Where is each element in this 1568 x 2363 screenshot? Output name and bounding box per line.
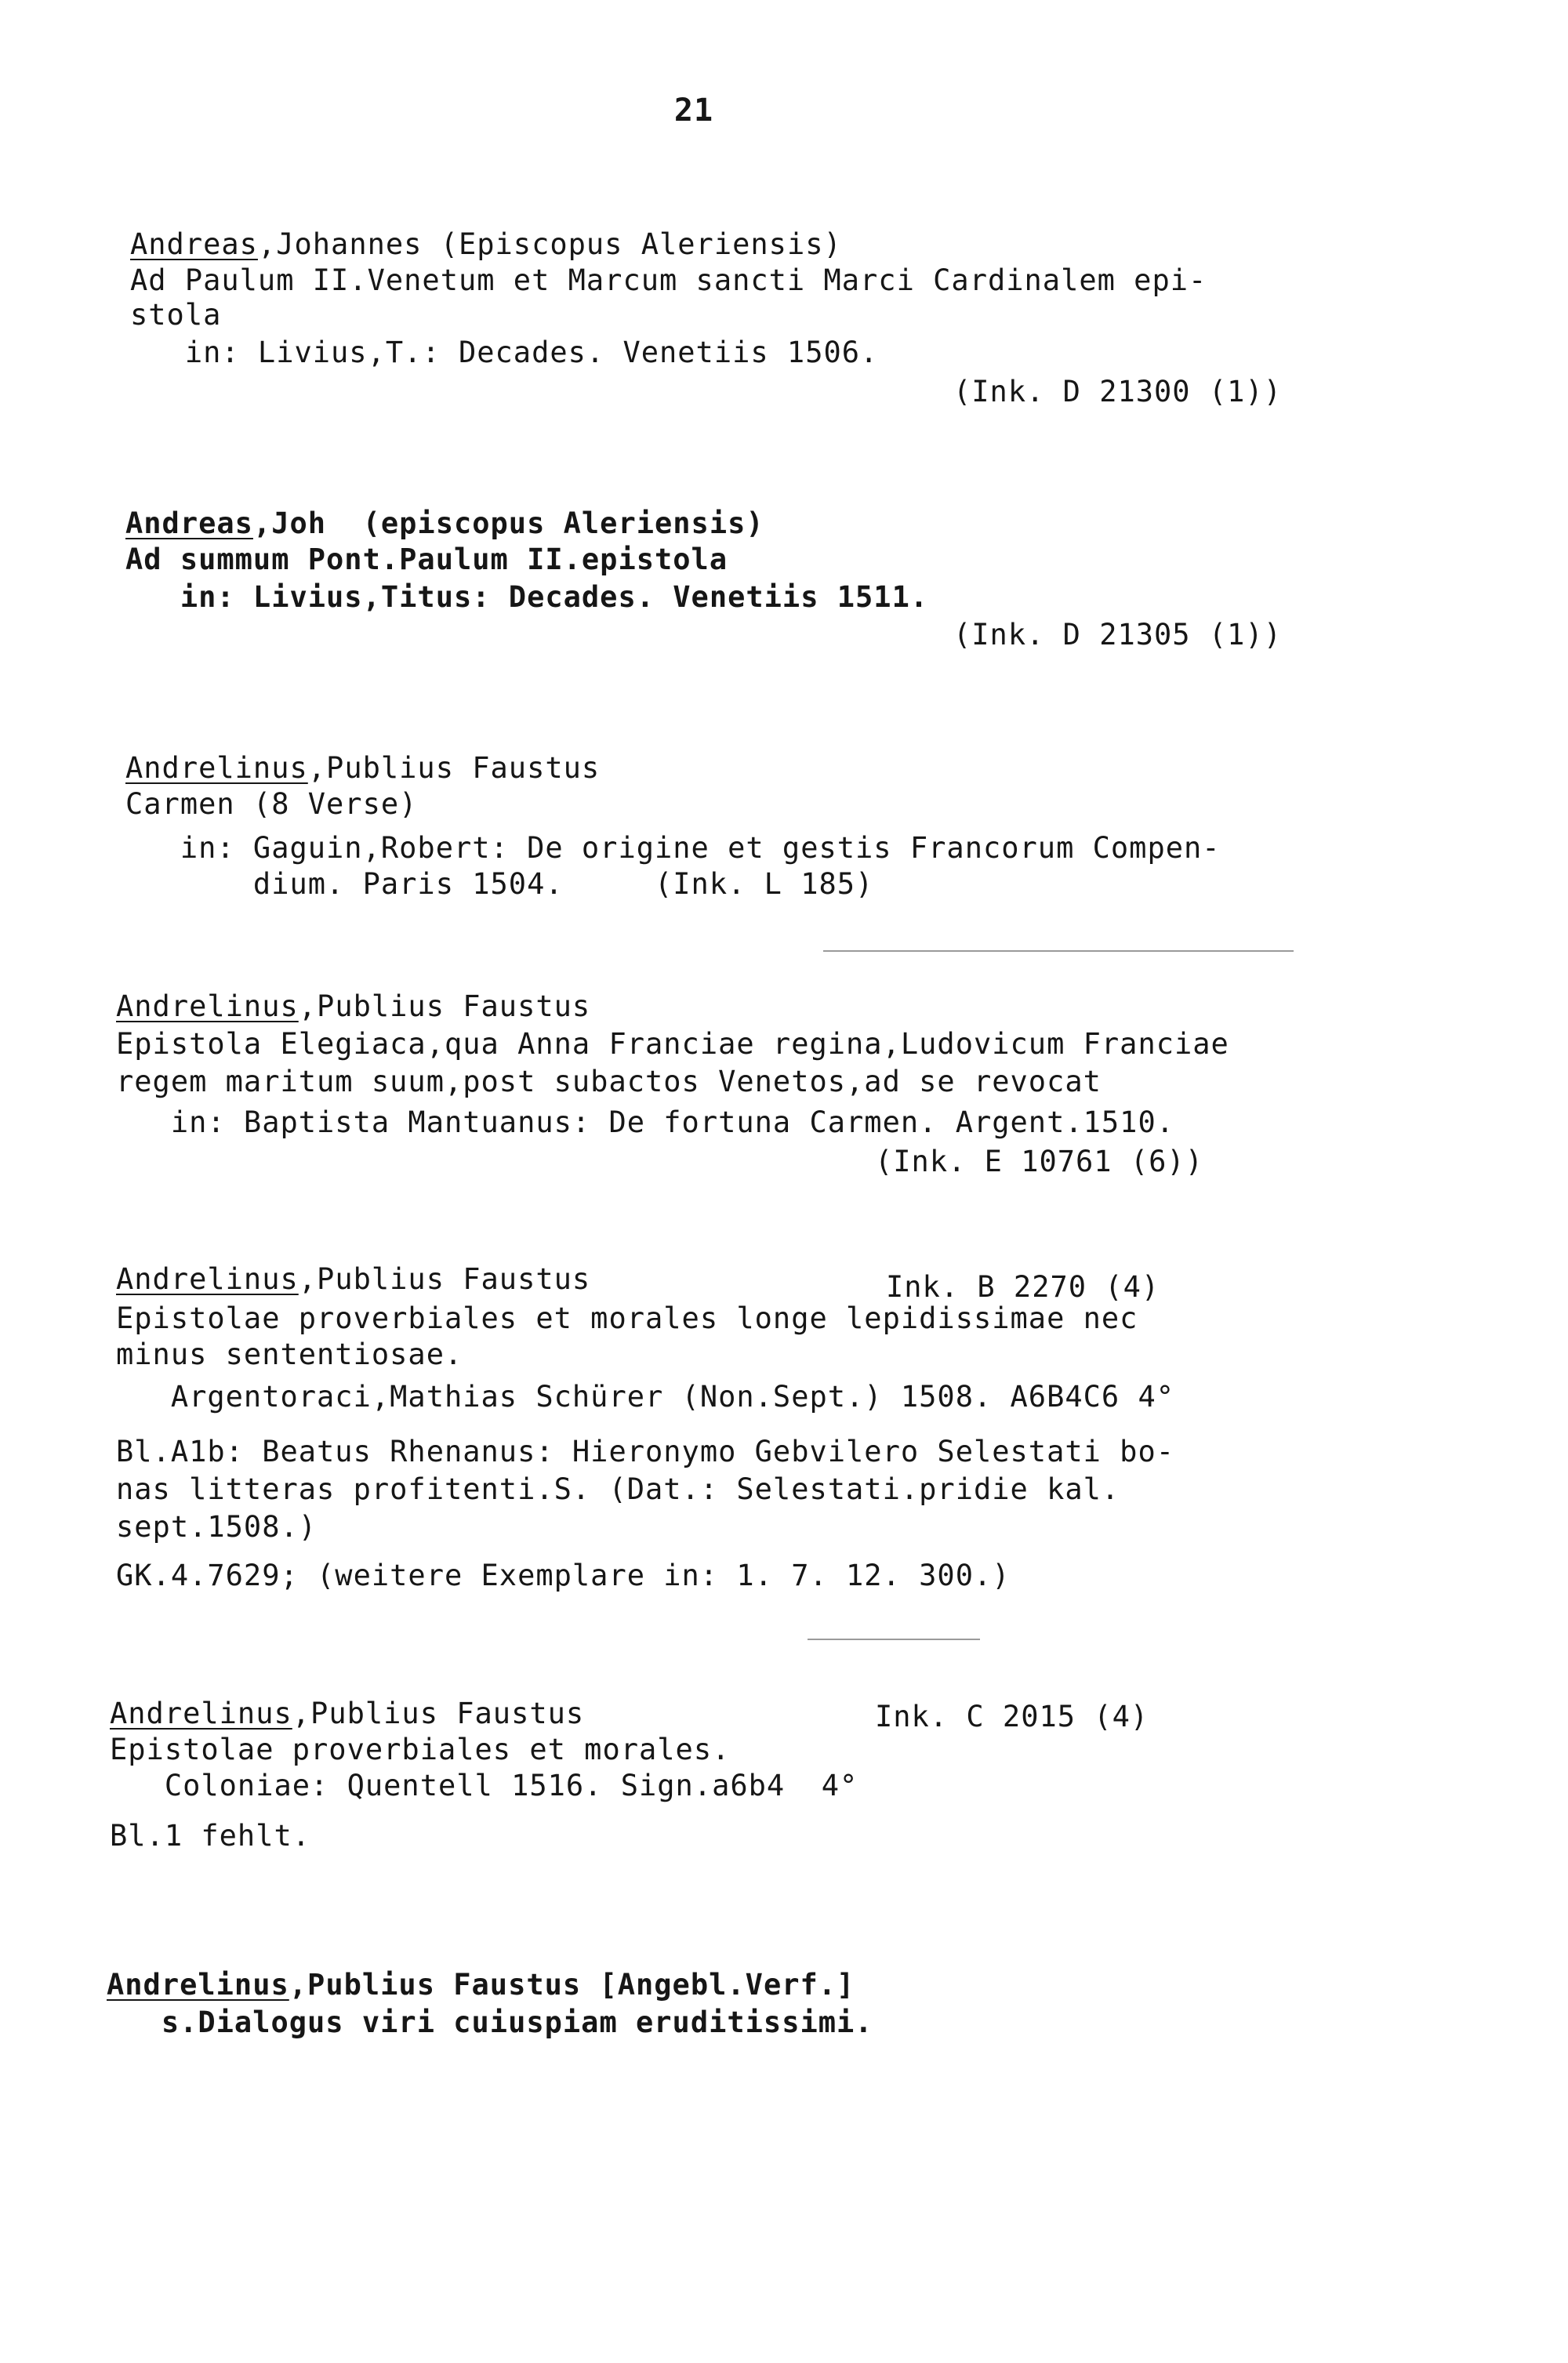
entry-line: regem maritum suum,post subactos Venetos,ad se revocat xyxy=(116,1065,1102,1098)
entry-line: Ad Paulum II.Venetum et Marcum sancti Marci Cardinalem epi- xyxy=(130,263,1207,297)
entry-heading xyxy=(116,1262,590,1297)
entry-line: in: Baptista Mantuanus: De fortuna Carmen. Argent.1510. xyxy=(116,1105,1175,1139)
entry-heading xyxy=(116,989,590,1024)
author-rest: ,Publius Faustus xyxy=(292,1697,585,1730)
entry-line: Epistolae proverbiales et morales. xyxy=(110,1733,731,1766)
entry-heading xyxy=(110,1697,584,1731)
entry-line: s.Dialogus viri cuiuspiam eruditissimi. xyxy=(107,2005,873,2039)
shelfmark: (Ink. D 21305 (1)) xyxy=(953,618,1282,652)
shelfmark: (Ink. E 10761 (6)) xyxy=(875,1145,1203,1178)
author-name: Andrelinus xyxy=(125,751,308,785)
author-name: Andrelinus xyxy=(107,1968,289,2002)
note-line: Bl.A1b: Beatus Rhenanus: Hieronymo Gebvilero Selestati bo- xyxy=(116,1435,1175,1468)
note-line: GK.4.7629; (weitere Exemplare in: 1. 7. 12. 300.) xyxy=(116,1559,1011,1592)
author-name: Andrelinus xyxy=(116,1262,299,1296)
author-name: Andrelinus xyxy=(116,989,299,1023)
entry-heading xyxy=(125,751,600,786)
entry-heading xyxy=(107,1968,855,2002)
entry-line: Ad summum Pont.Paulum II.epistola xyxy=(125,543,728,576)
author-name: Andrelinus xyxy=(110,1697,292,1730)
entry-line: Epistolae proverbiales et morales longe lepidissimae nec xyxy=(116,1301,1138,1335)
note-line: sept.1508.) xyxy=(116,1510,318,1544)
shelfmark: (Ink. D 21300 (1)) xyxy=(953,375,1282,408)
entry-line: in: Livius,T.: Decades. Venetiis 1506. xyxy=(130,336,879,369)
page-number: 21 xyxy=(673,93,714,129)
author-name: Andreas xyxy=(130,227,258,261)
author-rest: ,Joh (episcopus Aleriensis) xyxy=(252,506,764,540)
entry-heading xyxy=(125,506,764,541)
entry-line: Epistola Elegiaca,qua Anna Franciae regina,Ludovicum Franciae xyxy=(116,1027,1229,1061)
author-rest: ,Johannes (Episcopus Aleriensis) xyxy=(257,227,842,261)
author-rest: ,Publius Faustus [Angebl.Verf.] xyxy=(289,1968,855,2002)
entry-line: minus sententiosae. xyxy=(116,1338,463,1371)
shelfmark: Ink. B 2270 (4) xyxy=(886,1270,1160,1304)
entry-heading xyxy=(130,227,842,262)
imprint-line: Argentoraci,Mathias Schürer (Non.Sept.) 1508. A6B4C6 4° xyxy=(116,1380,1175,1414)
shelfmark: Ink. C 2015 (4) xyxy=(875,1700,1149,1733)
entry-line: dium. Paris 1504. (Ink. L 185) xyxy=(125,867,874,901)
author-rest: ,Publius Faustus xyxy=(307,751,601,785)
separator-line xyxy=(808,1639,980,1640)
author-rest: ,Publius Faustus xyxy=(298,989,591,1023)
author-rest: ,Publius Faustus xyxy=(298,1262,591,1296)
separator-line xyxy=(823,950,1294,952)
entry-line: in: Gaguin,Robert: De origine et gestis Francorum Compen- xyxy=(125,831,1221,865)
entry-line: stola xyxy=(130,298,222,332)
author-name: Andreas xyxy=(125,506,253,540)
imprint-line: Coloniae: Quentell 1516. Sign.a6b4 4° xyxy=(110,1769,858,1802)
entry-line: in: Livius,Titus: Decades. Venetiis 1511. xyxy=(125,580,929,614)
note-line: nas litteras profitenti.S. (Dat.: Selestati.pridie kal. xyxy=(116,1472,1120,1506)
note-line: Bl.1 fehlt. xyxy=(110,1819,311,1853)
entry-line: Carmen (8 Verse) xyxy=(125,787,418,821)
